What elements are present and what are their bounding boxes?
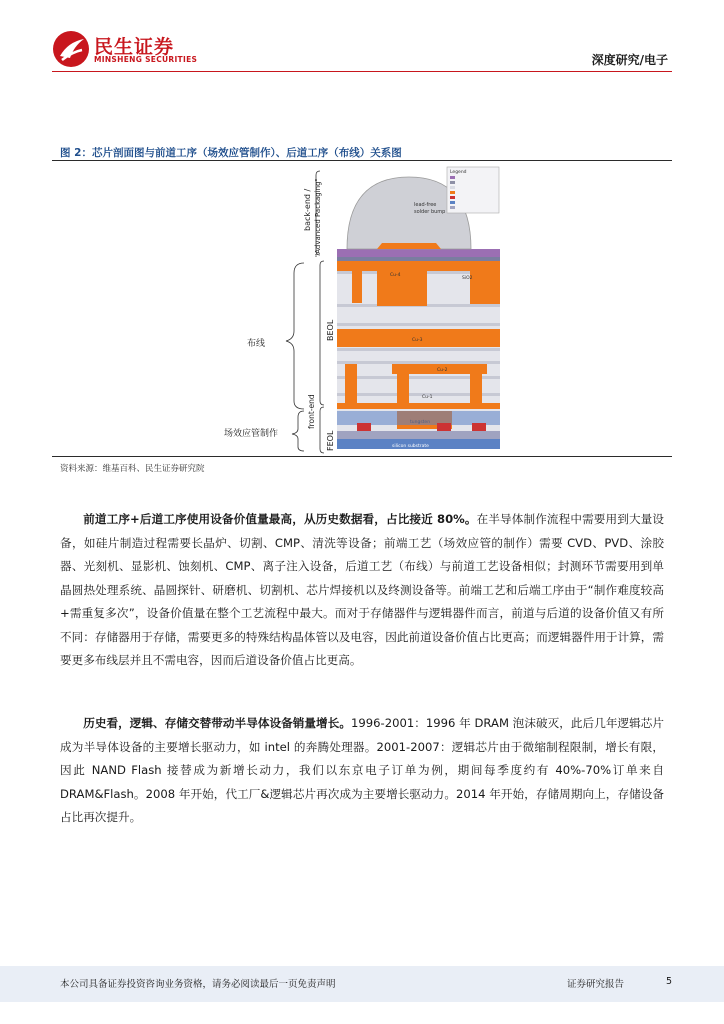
- gate-1: [357, 423, 371, 431]
- figure-source: 资料来源：维基百科、民生证券研究院: [60, 464, 205, 474]
- paragraph-2-text: 1996-2001：1996 年 DRAM 泡沫破灭，此后几年逻辑芯片成为半导体设备的主要增长驱动力，如 intel 的奔腾处理器。2001-2007：逻辑芯片由于微缩制程限制，增长有限，因此 NAND Flash 接替成为新增长动力，我们以东京电子订单为例，期间每季度约有 40%-70%订单来自 DRAM&Flash。2008 年开始，代工厂&逻辑芯片再次成为主要增长驱动力。2014 年开始，存储周期向上，存储设备占比再次提升。: [60, 716, 665, 824]
- gate-2: [437, 423, 451, 431]
- report-category: 深度研究/电子: [591, 53, 668, 67]
- cu4-right: [470, 271, 500, 304]
- chip-cross-section-figure: [52, 161, 672, 455]
- feol-label: FEOL: [326, 430, 335, 451]
- backend-label: back-end /: [303, 188, 312, 231]
- solder-label-1: lead-free: [414, 202, 437, 208]
- beol-brace: [286, 263, 304, 409]
- cu3-label: Cu-3: [412, 338, 423, 343]
- wiring-label: 布线: [247, 339, 266, 349]
- cu2-right-pillar: [470, 364, 482, 404]
- figure-title: 图 2：芯片剖面图与前道工序（场效应管制作）、后道工序（布线）关系图: [60, 147, 402, 159]
- page-number: 5: [665, 976, 672, 987]
- cu4-label: Cu-4: [390, 273, 401, 278]
- company-logo: [52, 30, 202, 70]
- paragraph-2-lead: 历史看，逻辑、存储交替带动半导体设备销量增长。: [83, 716, 351, 730]
- beol-label: BEOL: [326, 319, 335, 341]
- paragraph-history: [60, 712, 664, 830]
- bump-pad: [377, 243, 441, 249]
- gate-3: [472, 423, 486, 431]
- cu4-block: [377, 261, 427, 306]
- beol-inner-brace: [320, 261, 324, 405]
- footer-doc-type: 证券研究报告: [566, 979, 624, 990]
- frontend-brace: [320, 407, 324, 453]
- frontend-label: front-end: [307, 394, 316, 429]
- logo-chinese-name: 民生证券: [94, 36, 175, 58]
- substrate-label: silicon substrate: [392, 444, 429, 449]
- footer-disclaimer: 本公司具备证券投资咨询业务资格，请务必阅读最后一页免责声明: [60, 979, 336, 990]
- solder-label-2: solder bump: [414, 209, 446, 215]
- cu4-via-left: [352, 261, 362, 303]
- passivation-layer: [337, 249, 500, 257]
- figure-bottom-rule: [52, 456, 672, 457]
- active-region: [337, 431, 500, 439]
- header-divider: [52, 71, 672, 72]
- cu1-layer: [337, 403, 500, 409]
- cu2-mid-pillar: [397, 364, 409, 404]
- feol-brace: [292, 411, 304, 451]
- legend-title: Legend: [450, 170, 467, 175]
- paragraph-equipment-value: [60, 508, 664, 673]
- advanced-packaging-label: "Advanced Packaging": [314, 178, 322, 257]
- paragraph-1-lead: 前道工序+后道工序使用设备价值量最高，从历史数据看，占比接近 80%。: [83, 512, 477, 526]
- cu2-label: Cu-2: [437, 368, 448, 373]
- cu1-label: Cu-1: [422, 395, 433, 400]
- minsheng-logo-icon: [52, 30, 90, 68]
- paragraph-1-text: 在半导体制作流程中需要用到大量设备，如硅片制造过程需要长晶炉、切割、CMP、清洗等设备；前端工艺（场效应管的制作）需要 CVD、PVD、涂胶器、光刻机、显影机、蚀刻机、CMP、离子注入设备，后道工艺（布线）与前道工艺设备相似；封测环节需要用到单晶圆热处理系统、晶圆探针、研磨机、切割机、芯片焊接机以及终测设备等。前端工艺和后端工序由于“制作难度较高+需重复多次”，设备价值量在整个工艺流程中最大。而对于存储器件与逻辑器件而言，前道与后道的设备价值又有所不同：存储器用于存储，需要更多的特殊结构晶体管以及电容，因此前道设备价值占比更高；而逻辑器件用于计算，需要更多布线层并且不需电容，因而后道设备价值占比更高。: [60, 512, 664, 667]
- sio2-label: SiO2: [462, 276, 473, 281]
- fet-label: 场效应管制作: [224, 429, 279, 439]
- seal-layer: [337, 257, 500, 261]
- cu2-left-pillar: [345, 364, 357, 404]
- logo-english-name: MINSHENG SECURITIES: [94, 55, 198, 64]
- feol-blue-band: [337, 411, 500, 425]
